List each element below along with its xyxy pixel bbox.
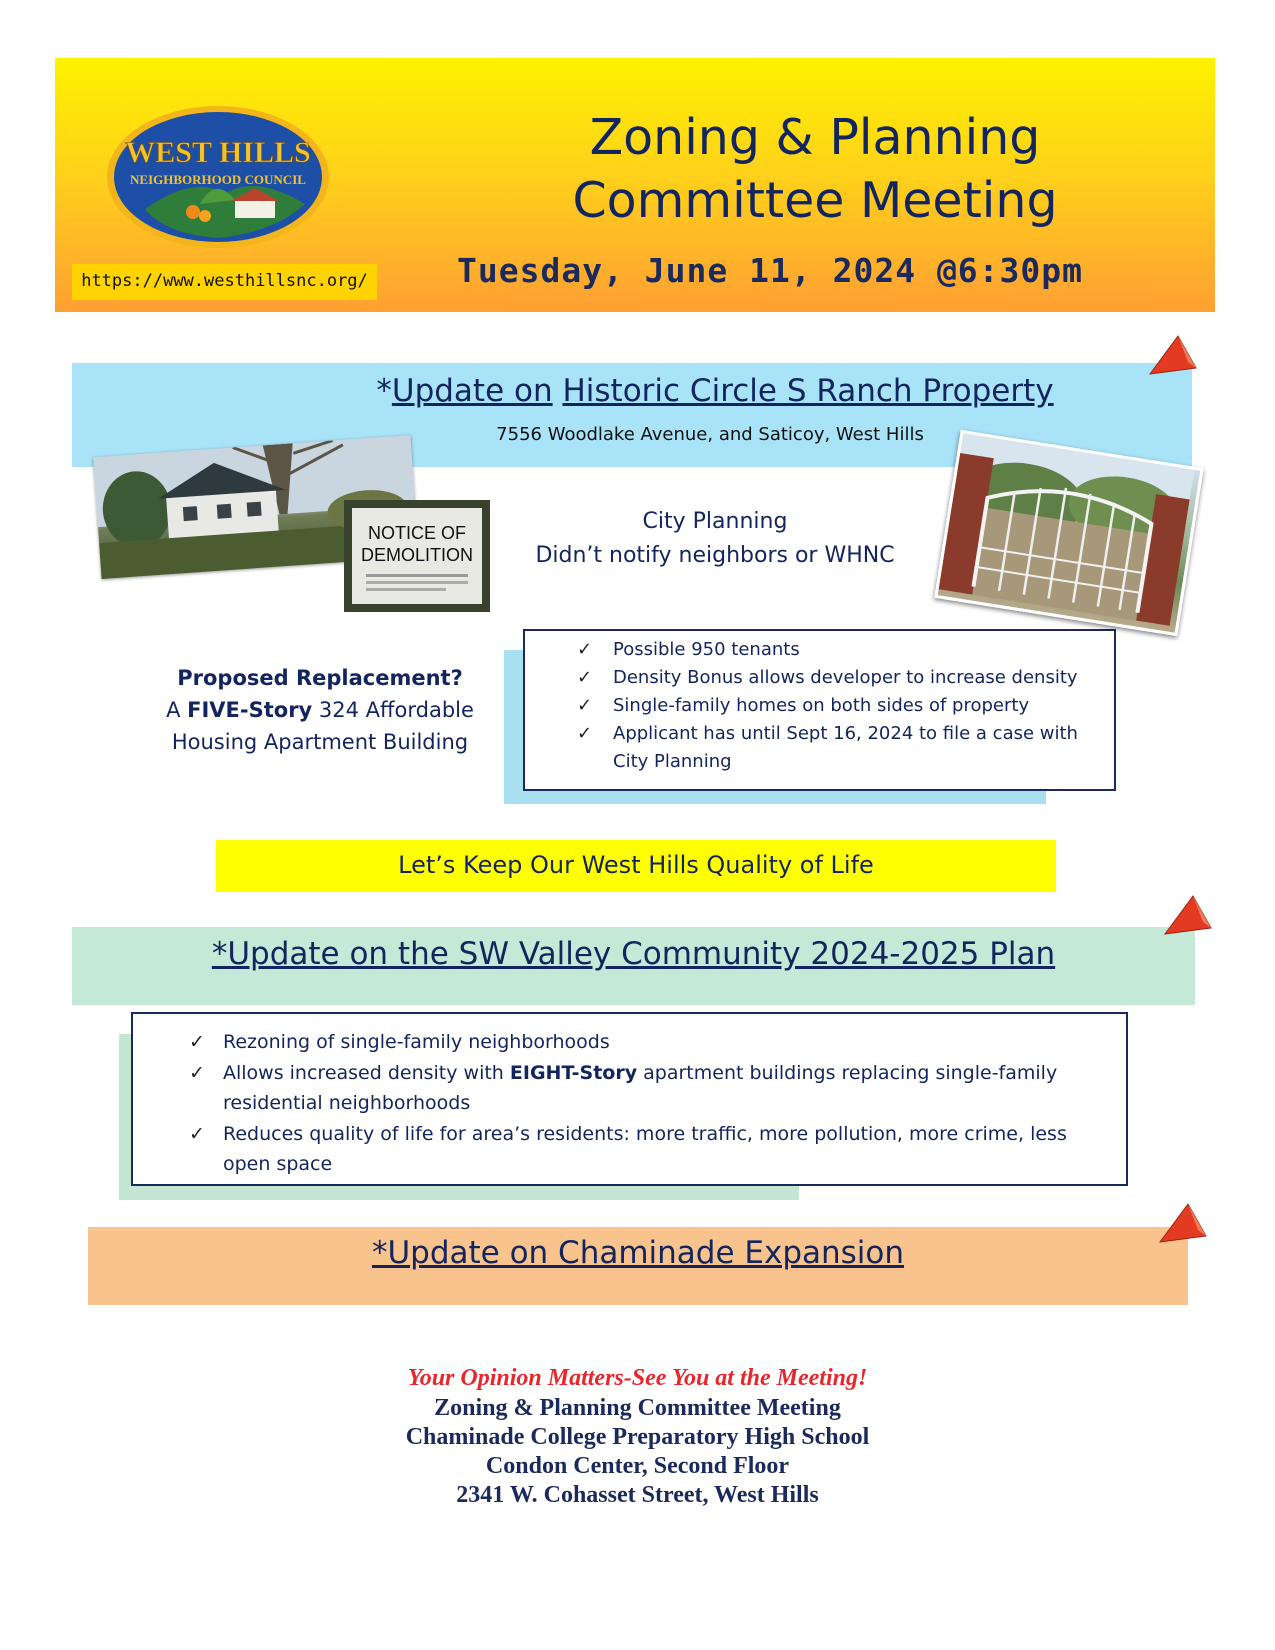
footer-meeting-name: Zoning & Planning Committee Meeting [434,1395,841,1421]
proposed-a: A [166,698,188,722]
five-story-text: FIVE-Story [187,698,313,722]
footer-address: 2341 W. Cohasset Street, West Hills [456,1482,819,1508]
list-item [133,1058,1126,1119]
svg-text:WEST HILLS: WEST HILLS [125,136,311,169]
title-line-2: Committee Meeting [572,172,1058,229]
title-line-1: Zoning & Planning [589,109,1041,166]
bullet-text: Single-family homes on both sides of property [613,695,1030,716]
quality-banner-text: Let’s Keep Our West Hills Quality of Life [398,851,874,879]
check-icon: ✓ [577,695,593,716]
bullet-text: Reduces quality of life for area’s residents: more traffic, more pollution, more crime, less open space [223,1122,1067,1175]
title-update-on: Update on [391,373,553,409]
note-line-2: Didn’t notify neighbors or WHNC [535,543,895,568]
section1-bullet-box [523,629,1116,791]
svg-text:NEIGHBORHOOD COUNCIL: NEIGHBORHOOD COUNCIL [130,172,306,187]
list-item [525,720,1114,776]
header-banner [55,58,1215,312]
footer-venue: Chaminade College Preparatory High School [405,1424,870,1450]
bullet-text: Possible 950 tenants [613,639,800,660]
check-icon: ✓ [577,667,593,688]
city-planning-note [510,505,920,573]
title-property-name: Historic Circle S Ranch Property [562,373,1054,409]
eight-story-text: EIGHT-Story [509,1061,638,1084]
west-hills-logo[interactable] [105,104,331,250]
proposed-line-2 [150,694,490,726]
proposed-replacement [150,662,490,758]
note-line-1: City Planning [642,509,788,534]
list-item [133,1027,1126,1058]
bullet-text: apartment buildings replacing single-family residential neighborhoods [223,1061,1058,1114]
red-triangle-arrow-icon [1148,332,1198,378]
property-address: 7556 Woodlake Avenue, and Saticoy, West Hills [496,424,924,445]
check-icon: ✓ [577,723,593,744]
proposed-heading: Proposed Replacement? [177,666,463,690]
demolition-sign [352,508,482,604]
section3-title: *Update on Chaminade Expansion [371,1235,905,1271]
red-triangle-arrow-icon [1158,1200,1208,1246]
bullet-text: Density Bonus allows developer to increase density [613,667,1078,688]
proposed-line-3: Housing Apartment Building [171,730,469,754]
check-icon: ✓ [189,1061,205,1084]
demolition-sign-text: NOTICE OF DEMOLITION [360,523,473,565]
red-triangle-arrow-icon [1163,892,1213,938]
footer-tagline: Your Opinion Matters-See You at the Meeting! [407,1365,868,1391]
section1-title [300,373,1130,409]
check-icon: ✓ [189,1031,205,1053]
list-item [525,692,1114,720]
proposed-rest: 324 Affordable [312,698,474,722]
bullet-text: Applicant has until Sept 16, 2024 to file a case with City Planning [613,723,1078,772]
list-item [133,1119,1126,1180]
title-asterisk: * [376,373,392,409]
list-item [525,636,1114,664]
page-title [465,106,1165,232]
section2-title: *Update on the SW Valley Community 2024-2025 Plan [211,936,1056,972]
bullet-text: Rezoning of single-family neighborhoods [223,1031,610,1053]
list-item [525,664,1114,692]
demolition-notice-photo [344,500,490,612]
check-icon: ✓ [189,1122,205,1145]
website-url-box[interactable] [72,264,377,300]
section2-bullet-box [131,1012,1128,1186]
bullet-text: Allows increased density with [223,1061,510,1084]
meeting-footer [0,1362,1275,1510]
check-icon: ✓ [577,639,593,660]
quality-of-life-banner [216,840,1056,892]
footer-room: Condon Center, Second Floor [485,1453,790,1479]
website-url-link[interactable]: https://www.westhillsnc.org/ [81,271,368,291]
meeting-date: Tuesday, June 11, 2024 @6:30pm [456,251,1084,290]
